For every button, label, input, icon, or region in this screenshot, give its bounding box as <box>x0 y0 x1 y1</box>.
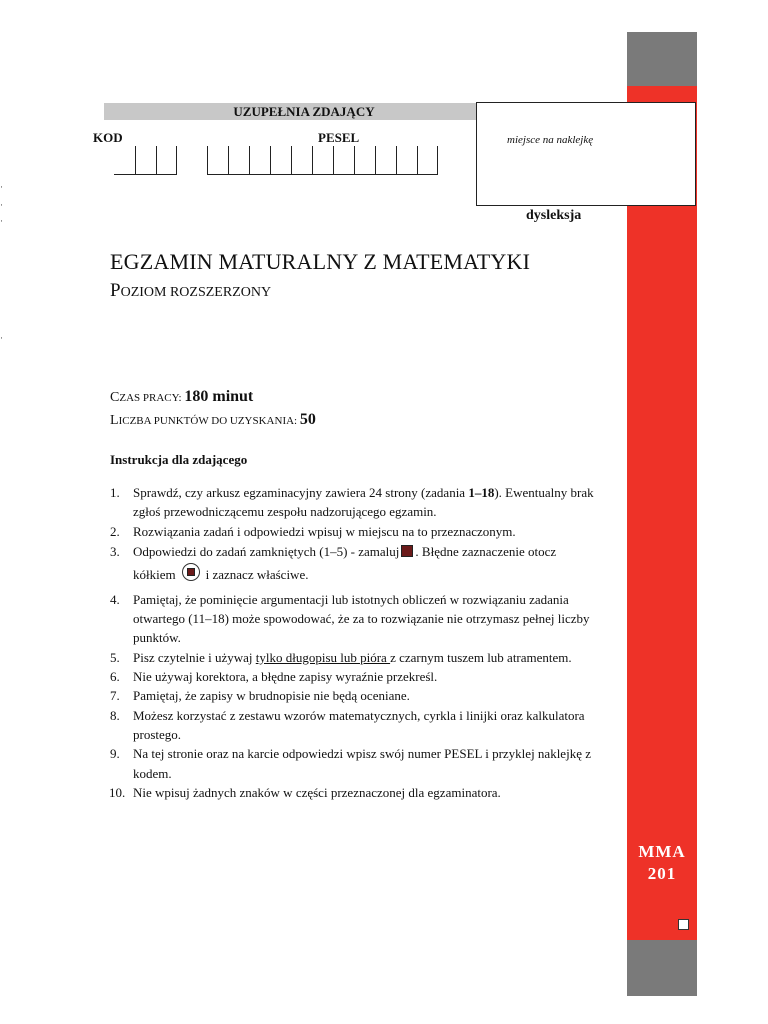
time-label: ZAS PRACY: <box>119 392 182 404</box>
pesel-cell[interactable] <box>417 146 438 174</box>
circled-square-icon <box>182 563 200 581</box>
pesel-cell[interactable] <box>396 146 417 174</box>
dyslexia-label: dysleksja <box>526 208 582 223</box>
item-text: Na tej stronie oraz na karcie odpowiedzi wpisz swój numer PESEL i przyklej naklejkę z kodem. <box>133 746 591 781</box>
pesel-cell[interactable] <box>354 146 375 174</box>
kod-field[interactable] <box>114 146 177 175</box>
item-number: 4. <box>110 591 120 607</box>
pesel-label: PESEL <box>318 130 360 145</box>
instruction-item <box>110 706 600 745</box>
points-label-initial: L <box>110 413 119 428</box>
item-number: 7. <box>110 688 120 704</box>
side-strip-red <box>627 86 697 940</box>
instruction-item <box>110 744 600 783</box>
item-text: Odpowiedzi do zadań zamkniętych (1–5) - zamaluj <box>133 543 400 559</box>
pesel-cell[interactable] <box>228 146 249 174</box>
item-text: Pamiętaj, że pominięcie argumentacji lub istotnych obliczeń w rozwiązaniu zadania otwartego (11–18) może spowodować, że za to rozwiązanie nie otrzymasz pełnej liczby punktów. <box>133 591 590 646</box>
time-label-initial: C <box>110 390 120 405</box>
item-bold: 1–18 <box>468 485 495 500</box>
time-value: 180 minut <box>184 388 254 405</box>
pesel-cell[interactable] <box>207 146 228 174</box>
header-label: UZUPEŁNIA ZDAJĄCY <box>233 104 375 119</box>
item-text: . Błędne zaznaczenie otocz kółkiem <box>133 543 557 582</box>
instruction-item <box>110 522 600 541</box>
points-value: 50 <box>299 411 316 428</box>
item-number: 8. <box>110 707 120 723</box>
item-text: Pamiętaj, że zapisy w brudnopisie nie będą oceniane. <box>133 688 410 704</box>
instruction-item <box>110 783 600 802</box>
item-text: ). Ewentualny brak zgłoś przewodniczącemu zespołu nadzorującego egzamin. <box>133 485 594 520</box>
kod-label: KOD <box>93 130 123 145</box>
corner-checkbox <box>678 919 689 930</box>
exam-level <box>110 280 271 302</box>
margin-mark: · <box>0 200 3 210</box>
item-number: 10. <box>109 784 126 800</box>
pesel-cell[interactable] <box>291 146 312 174</box>
sticker-label: miejsce na naklejkę <box>507 134 594 146</box>
item-number: 9. <box>110 746 120 762</box>
instruction-item <box>110 667 600 686</box>
instruction-item <box>110 648 600 667</box>
item-number: 5. <box>110 649 120 665</box>
item-text: Nie używaj korektora, a błędne zapisy wyraźnie przekreśl. <box>133 669 438 685</box>
item-text: Możesz korzystać z zestawu wzorów matematycznych, cyrkla i linijki oraz kalkulatora prostego. <box>133 707 585 742</box>
item-text: Rozwiązania zadań i odpowiedzi wpisuj w miejscu na to przeznaczonym. <box>133 523 516 539</box>
pesel-cell[interactable] <box>312 146 333 174</box>
exam-level-rest: OZIOM ROZSZERZONY <box>120 285 272 300</box>
side-code-line2: 201 <box>647 864 677 883</box>
item-number: 6. <box>110 669 120 685</box>
side-strip-bottom <box>627 940 697 996</box>
item-number: 3. <box>110 543 120 559</box>
points-info <box>110 411 316 429</box>
exam-level-initial: P <box>110 280 121 301</box>
kod-cell[interactable] <box>135 146 156 174</box>
item-text: i zaznacz właściwe. <box>205 566 309 582</box>
instructions-list <box>110 483 600 802</box>
instruction-item <box>110 483 600 522</box>
sticker-box <box>476 102 696 206</box>
instruction-item <box>110 590 600 648</box>
pesel-cell[interactable] <box>333 146 354 174</box>
pesel-field[interactable] <box>207 146 438 175</box>
item-underlined: tylko długopisu lub pióra <box>255 649 391 665</box>
margin-mark: · <box>0 333 3 343</box>
time-info <box>110 388 253 406</box>
margin-mark: · <box>0 216 3 226</box>
pesel-cell[interactable] <box>270 146 291 174</box>
pesel-cell[interactable] <box>375 146 396 174</box>
item-text: z czarnym tuszem lub atramentem. <box>390 649 572 665</box>
side-code-line1: MMA <box>638 842 686 861</box>
kod-cell[interactable] <box>156 146 177 174</box>
points-label: ICZBA PUNKTÓW DO UZYSKANIA: <box>118 415 298 427</box>
instructions-title: Instrukcja dla zdającego <box>110 452 248 467</box>
exam-title: EGZAMIN MATURALNY Z MATEMATYKI <box>110 249 531 274</box>
instruction-item <box>110 686 600 705</box>
filled-square-icon <box>401 545 413 557</box>
kod-cell[interactable] <box>114 146 135 174</box>
margin-mark: · <box>0 182 3 192</box>
item-text: Pisz czytelnie i używaj <box>133 649 256 665</box>
item-text: Nie wpisuj żadnych znaków w części przeznaczonej dla egzaminatora. <box>133 784 501 800</box>
item-number: 1. <box>110 485 120 500</box>
item-number: 2. <box>110 523 120 539</box>
item-text: Sprawdź, czy arkusz egzaminacyjny zawiera 24 strony (zadania <box>133 485 469 500</box>
side-strip-top <box>627 32 697 86</box>
instruction-item <box>110 541 600 586</box>
pesel-cell[interactable] <box>249 146 270 174</box>
